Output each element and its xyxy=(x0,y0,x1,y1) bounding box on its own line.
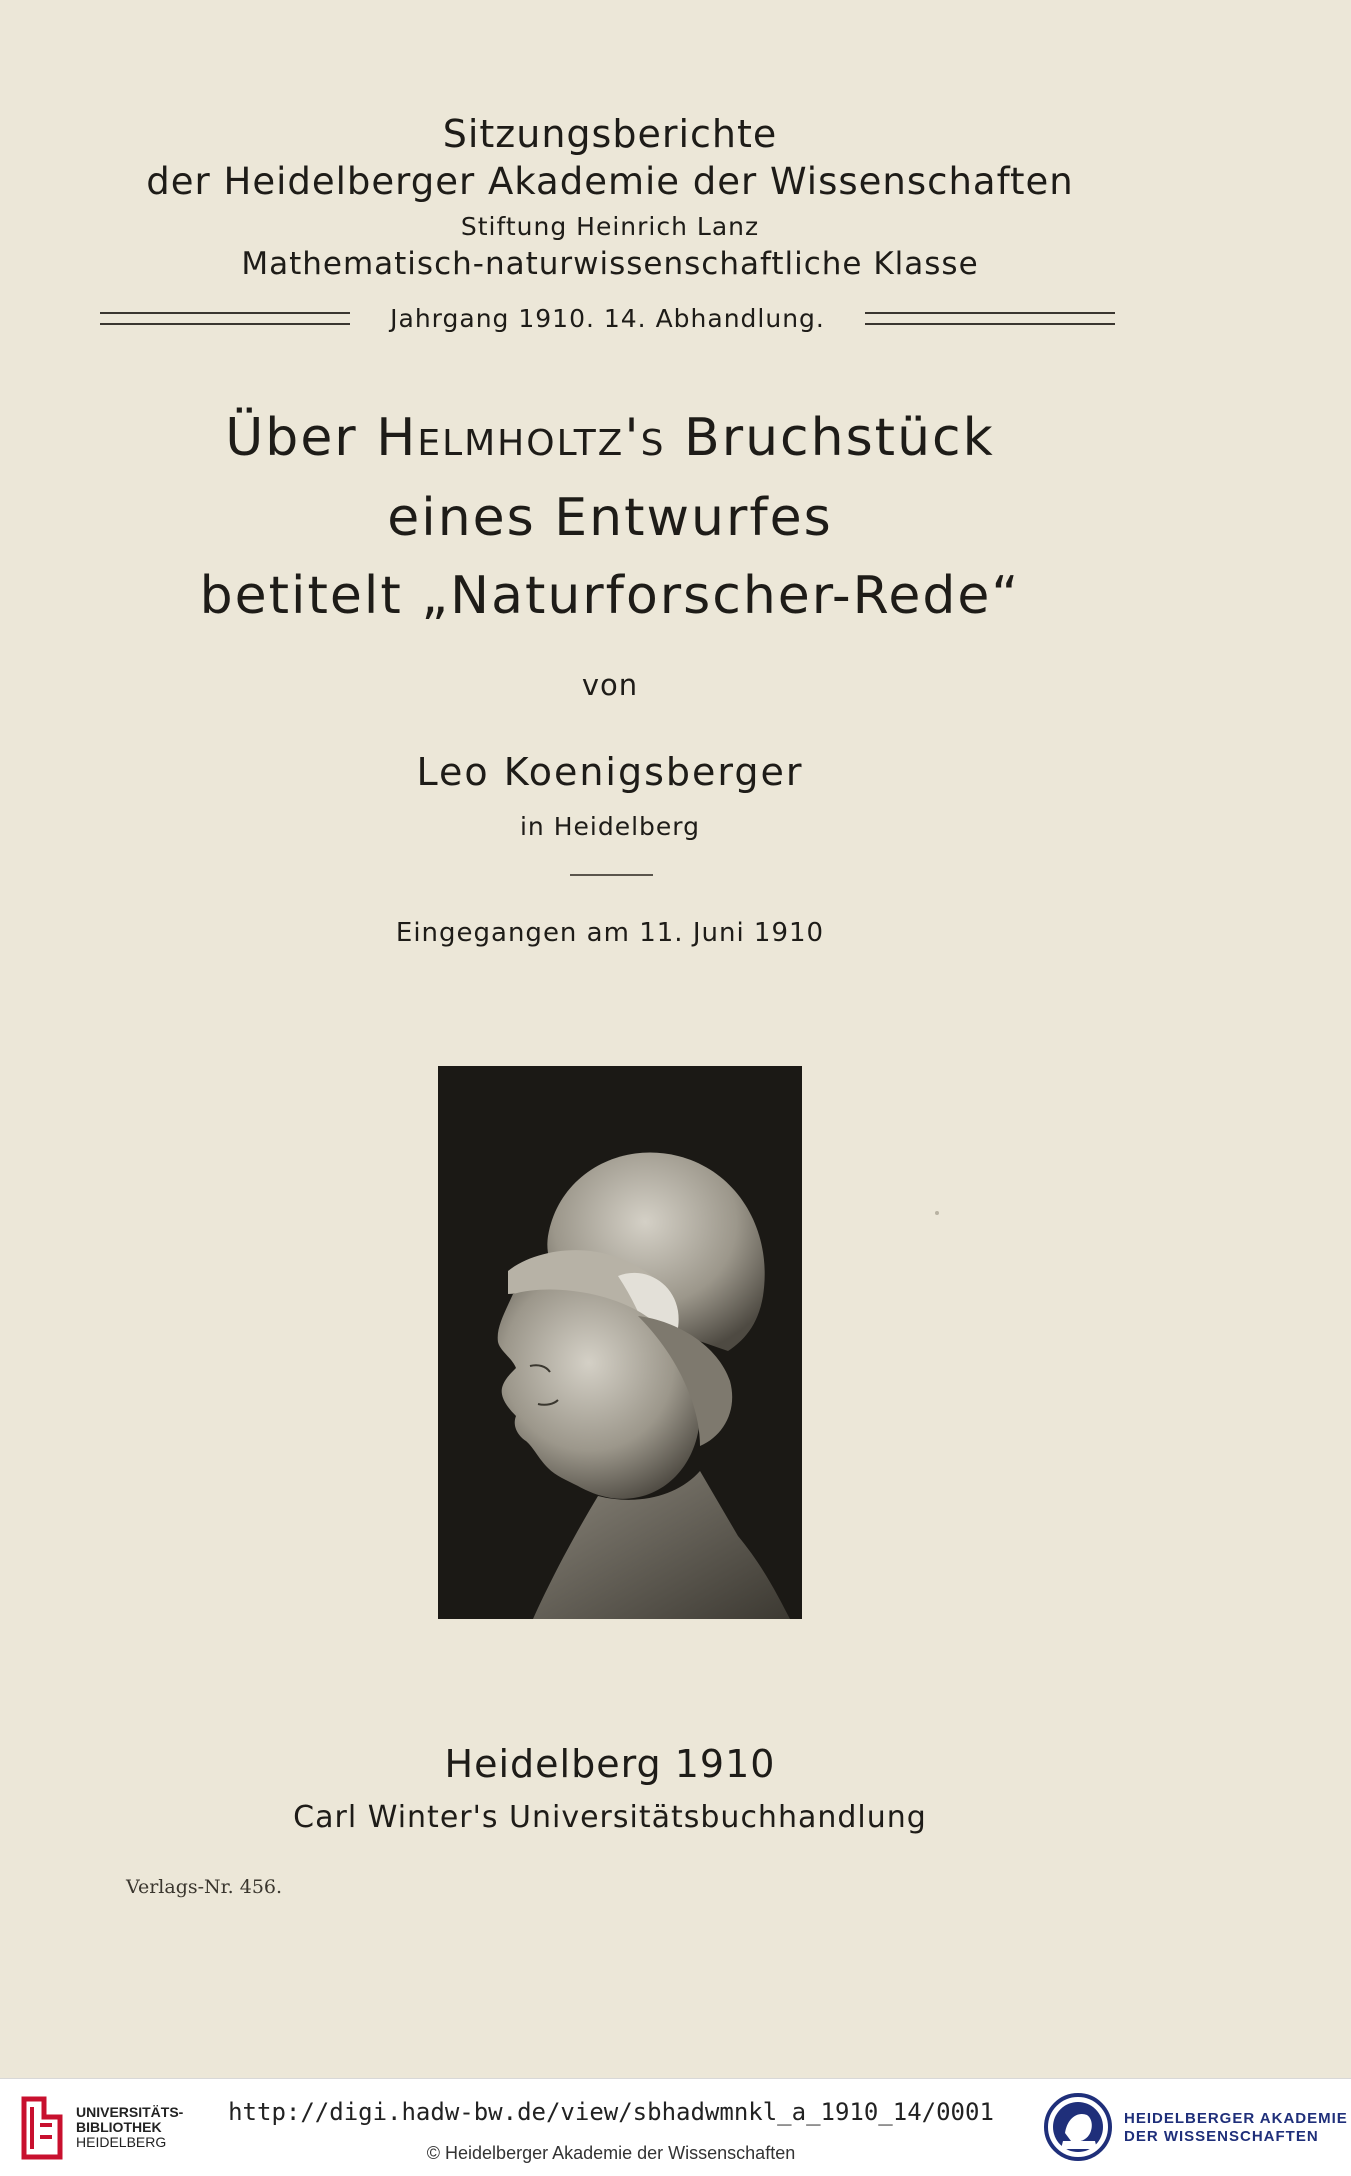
title-name: Helmholtz's xyxy=(376,408,666,468)
hadw-logo-text xyxy=(1124,2110,1348,2146)
permalink-url[interactable]: http://digi.hadw-bw.de/view/sbhadwmnkl_a_1910_14/0001 xyxy=(228,2098,994,2126)
class-line: Mathematisch-naturwissenschaftliche Klasse xyxy=(241,246,979,282)
athena-helmet-profile-icon xyxy=(438,1066,802,1619)
byline-von: von xyxy=(581,668,639,702)
academy-name: der Heidelberger Akademie der Wissenschaften xyxy=(146,160,1074,203)
paper-speck xyxy=(935,1211,939,1215)
imprint-city: Heidelberg 1910 xyxy=(444,1742,776,1786)
frontispiece-photo xyxy=(438,1066,802,1619)
imprint-publisher: Carl Winter's Universitätsbuchhandlung xyxy=(293,1800,927,1835)
double-rule-right xyxy=(865,312,1115,325)
hadw-text-line-2: DER WISSENSCHAFTEN xyxy=(1124,2128,1319,2145)
title-line-1 xyxy=(0,408,1220,468)
copyright-notice: © Heidelberger Akademie der Wissenschaften xyxy=(426,2143,796,2163)
author-place: in Heidelberg xyxy=(519,812,701,841)
double-rule-left xyxy=(100,312,350,325)
hadw-text-line-1: HEIDELBERGER AKADEMIE xyxy=(1124,2110,1348,2127)
ub-text-line-2: BIBLIOTHEK xyxy=(76,2119,162,2135)
series-title: Sitzungsberichte xyxy=(442,112,778,156)
ub-text-line-3: HEIDELBERG xyxy=(76,2134,167,2150)
title-pre: Über xyxy=(225,408,377,468)
title-line-3: betitelt „Naturforscher-Rede“ xyxy=(199,566,1021,626)
title-line-2: eines Entwurfes xyxy=(387,488,833,548)
verlag-number: Verlags-Nr. 456. xyxy=(126,1876,283,1898)
year-line xyxy=(100,298,1115,338)
author-name: Leo Koenigsberger xyxy=(416,750,804,794)
short-rule xyxy=(570,874,653,876)
title-post: Bruchstück xyxy=(665,408,995,468)
received-date: Eingegangen am 11. Juni 1910 xyxy=(395,918,825,948)
hadw-seal-logo-icon xyxy=(1043,2089,1113,2165)
ub-text-line-1: UNIVERSITÄTS- xyxy=(76,2104,184,2120)
year-text: Jahrgang 1910. 14. Abhandlung. xyxy=(390,303,825,333)
foundation-line: Stiftung Heinrich Lanz xyxy=(460,212,760,241)
